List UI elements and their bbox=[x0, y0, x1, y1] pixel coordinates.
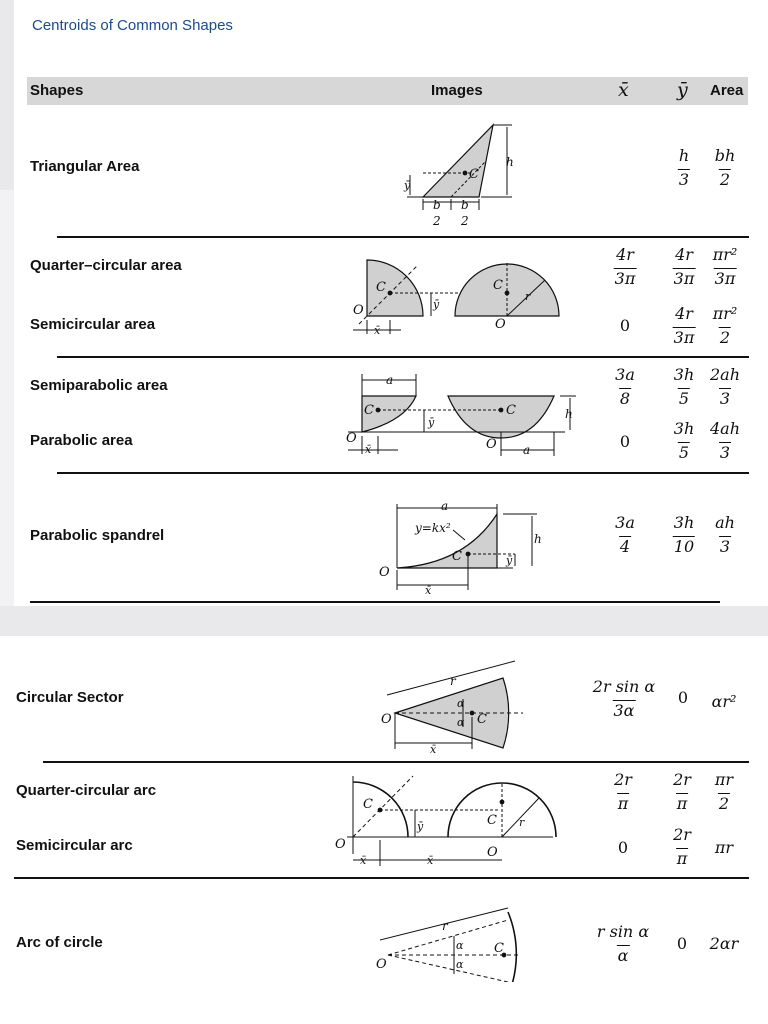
semi-centroid-label: C bbox=[493, 278, 503, 293]
spandrel-origin-label: O bbox=[379, 565, 390, 580]
circular-area-diagram bbox=[345, 248, 575, 340]
semiparabolic-xbar bbox=[614, 365, 636, 409]
spandrel-xbar-label: x̄ bbox=[425, 584, 432, 596]
triangular-area-num: bh bbox=[714, 146, 736, 165]
semiparabolic-ybar-den: 5 bbox=[678, 389, 690, 408]
sector-centroid-label: C bbox=[477, 712, 487, 727]
quarter-arc-ybar-num: 2r bbox=[673, 770, 691, 789]
sector-radius-label: r bbox=[450, 674, 456, 688]
sector-area: αr² bbox=[711, 692, 737, 711]
semiparabola-centroid-label: C bbox=[364, 403, 374, 418]
circular-ybar-label: ȳ bbox=[433, 298, 440, 311]
triangle-two-label-1: 2 bbox=[433, 214, 441, 228]
semicircular-ybar-den: 3π bbox=[673, 328, 695, 347]
quarter-circular-ybar bbox=[673, 245, 696, 289]
spandrel-ybar-den: 10 bbox=[673, 537, 695, 556]
row-label-semiparabolic: Semiparabolic area bbox=[30, 377, 168, 394]
triangular-area-den: 2 bbox=[719, 170, 731, 189]
quarter-circular-area bbox=[712, 245, 739, 289]
quarter-arc-centroid-label: C bbox=[363, 797, 373, 812]
arc-xbar-den: α bbox=[617, 946, 629, 965]
parabola-height-label: h bbox=[565, 407, 573, 421]
parabolic-area-den: 3 bbox=[719, 443, 731, 462]
semiparabola-width-label: a bbox=[386, 373, 394, 387]
spandrel-ybar bbox=[673, 513, 695, 557]
triangle-b-label-2: b bbox=[461, 198, 469, 212]
semicircular-area-num: πr² bbox=[712, 304, 738, 323]
semicircular-ybar-num: 4r bbox=[675, 304, 693, 323]
semiparabolic-xbar-den: 8 bbox=[619, 389, 631, 408]
quarter-arc-origin-label: O bbox=[335, 837, 346, 852]
triangle-height-label: h bbox=[506, 155, 514, 169]
row-label-triangular: Triangular Area bbox=[30, 158, 140, 175]
semi-arc-xbar-label: x̄ bbox=[427, 854, 434, 867]
semi-arc-ybar-num: 2r bbox=[673, 825, 691, 844]
semiparabolic-ybar-num: 3h bbox=[673, 365, 695, 384]
triangular-ybar-den: 3 bbox=[678, 170, 690, 189]
semi-radius-label: r bbox=[525, 290, 531, 303]
triangular-area-diagram bbox=[395, 118, 525, 230]
semi-arc-origin-label: O bbox=[487, 845, 498, 860]
row-label-semicircular: Semicircular area bbox=[30, 316, 156, 333]
row-label-quarter-circular-arc: Quarter-circular arc bbox=[16, 782, 157, 799]
row-label-circular-sector: Circular Sector bbox=[16, 689, 124, 706]
parabola-a-label: a bbox=[523, 443, 531, 457]
table-header bbox=[27, 77, 748, 105]
semiparabolic-xbar-num: 3a bbox=[615, 365, 635, 384]
triangular-ybar bbox=[678, 146, 690, 190]
triangle-two-label-2: 2 bbox=[461, 214, 469, 228]
spandrel-width-label: a bbox=[441, 499, 449, 513]
quarter-centroid-label: C bbox=[376, 280, 386, 295]
spandrel-area-num: ah bbox=[715, 513, 735, 532]
parabolic-area bbox=[709, 419, 741, 463]
semi-arc-radius-label: r bbox=[519, 816, 525, 829]
row-divider bbox=[30, 601, 720, 603]
quarter-circular-ybar-num: 4r bbox=[675, 245, 693, 264]
quarter-arc-xbar-den: π bbox=[617, 794, 629, 813]
sector-origin-label: O bbox=[381, 712, 392, 727]
parabolic-area-num: 4ah bbox=[709, 419, 741, 438]
left-margin-strip bbox=[0, 190, 14, 606]
triangle-b-label-1: b bbox=[433, 198, 441, 212]
semi-arc-ybar-den: π bbox=[676, 849, 688, 868]
quarter-circular-xbar-den: 3π bbox=[614, 269, 636, 288]
sector-alpha-label-2: α bbox=[457, 716, 465, 729]
arc-xbar-num: r sin α bbox=[596, 922, 650, 941]
header-xbar: x̄ bbox=[618, 79, 629, 101]
arc-ybar: 0 bbox=[676, 934, 688, 953]
header-shapes: Shapes bbox=[30, 82, 84, 99]
parabolic-ybar-num: 3h bbox=[673, 419, 695, 438]
parabola-centroid-label: C bbox=[506, 403, 516, 418]
spandrel-xbar bbox=[614, 513, 636, 557]
sector-xbar bbox=[592, 677, 656, 721]
header-images: Images bbox=[431, 82, 483, 99]
arc-ybar-label: ȳ bbox=[417, 820, 424, 833]
quarter-circular-xbar bbox=[614, 245, 637, 289]
triangular-area bbox=[714, 146, 737, 190]
semicircular-area-den: 2 bbox=[719, 328, 731, 347]
row-label-parabolic: Parabolic area bbox=[30, 432, 133, 449]
quarter-xbar-label: x̄ bbox=[374, 324, 381, 337]
row-label-semicircular-arc: Semicircular arc bbox=[16, 837, 133, 854]
page-title: Centroids of Common Shapes bbox=[32, 17, 233, 34]
semiparabola-origin-label: O bbox=[346, 431, 357, 446]
quarter-circular-ybar-den: 3π bbox=[673, 269, 695, 288]
parabolic-ybar-den: 5 bbox=[678, 443, 690, 462]
row-label-parabolic-spandrel: Parabolic spandrel bbox=[30, 527, 165, 544]
arc-origin-label: O bbox=[376, 957, 387, 972]
triangle-ybar-label: ȳ bbox=[404, 179, 411, 192]
semicircular-area bbox=[712, 304, 739, 348]
arc-alpha-label-2: α bbox=[456, 958, 464, 971]
sector-alpha-label-1: α bbox=[457, 697, 465, 710]
semi-arc-centroid-label: C bbox=[487, 813, 497, 828]
spandrel-xbar-den: 4 bbox=[619, 537, 631, 556]
sector-xbar-label: x̄ bbox=[430, 743, 437, 753]
row-divider bbox=[43, 761, 749, 763]
sector-ybar: 0 bbox=[677, 688, 689, 707]
semiparabolic-area bbox=[709, 365, 741, 409]
spandrel-xbar-num: 3a bbox=[615, 513, 635, 532]
semicircular-ybar bbox=[673, 304, 696, 348]
semicircular-xbar: 0 bbox=[619, 316, 631, 335]
arc-xbar bbox=[596, 922, 650, 966]
semi-origin-label: O bbox=[495, 317, 506, 332]
semiparabola-xbar-label: x̄ bbox=[365, 443, 372, 456]
parabolic-xbar: 0 bbox=[619, 432, 631, 451]
spandrel-area bbox=[714, 513, 736, 557]
quarter-circular-area-num: πr² bbox=[712, 245, 738, 264]
row-label-arc-of-circle: Arc of circle bbox=[16, 934, 103, 951]
semi-arc-xbar: 0 bbox=[617, 838, 629, 857]
spandrel-ybar-num: 3h bbox=[673, 513, 695, 532]
sector-xbar-num: 2r sin α bbox=[592, 677, 656, 696]
quarter-arc-ybar bbox=[672, 770, 692, 814]
row-divider bbox=[57, 356, 749, 358]
arc-centroid-label: C bbox=[494, 941, 504, 956]
row-divider bbox=[57, 236, 749, 238]
semiparabolic-area-num: 2ah bbox=[709, 365, 741, 384]
arc-radius-label: r bbox=[442, 919, 448, 933]
parabolic-spandrel-diagram bbox=[375, 498, 550, 596]
spandrel-ybar-label: ȳ bbox=[506, 554, 513, 567]
quarter-arc-xbar-label: x̄ bbox=[360, 854, 367, 867]
semiparabolic-area-den: 3 bbox=[719, 389, 731, 408]
quarter-arc-xbar bbox=[613, 770, 633, 814]
semi-arc-ybar bbox=[672, 825, 692, 869]
quarter-circular-xbar-num: 4r bbox=[616, 245, 634, 264]
semi-arc-length: πr bbox=[714, 838, 734, 857]
header-ybar: ȳ bbox=[677, 79, 688, 101]
row-label-quarter-circular: Quarter–circular area bbox=[30, 257, 182, 274]
spandrel-area-den: 3 bbox=[719, 537, 731, 556]
parabola-origin-label: O bbox=[486, 437, 497, 452]
triangle-centroid-label: C bbox=[469, 167, 479, 182]
parabolic-area-diagram bbox=[340, 366, 580, 462]
circular-sector-diagram bbox=[375, 655, 550, 753]
quarter-arc-length-num: πr bbox=[714, 770, 734, 789]
row-divider bbox=[57, 472, 749, 474]
quarter-arc-ybar-den: π bbox=[676, 794, 688, 813]
arc-length: 2αr bbox=[709, 934, 739, 953]
quarter-origin-label: O bbox=[353, 303, 364, 318]
arc-of-circle-diagram bbox=[372, 900, 530, 982]
parabola-ybar-label: ȳ bbox=[428, 416, 435, 429]
quarter-arc-xbar-num: 2r bbox=[614, 770, 632, 789]
spandrel-centroid-label: C bbox=[452, 549, 462, 564]
sector-xbar-den: 3α bbox=[613, 701, 635, 720]
header-area: Area bbox=[710, 82, 744, 99]
row-divider bbox=[14, 877, 749, 879]
triangular-ybar-num: h bbox=[678, 146, 690, 165]
semiparabolic-ybar bbox=[673, 365, 695, 409]
spandrel-height-label: h bbox=[534, 532, 542, 546]
quarter-arc-length-den: 2 bbox=[718, 794, 730, 813]
arc-alpha-label-1: α bbox=[456, 939, 464, 952]
quarter-arc-length bbox=[714, 770, 734, 814]
quarter-circular-area-den: 3π bbox=[714, 269, 736, 288]
parabolic-ybar bbox=[673, 419, 695, 463]
circular-arc-diagram bbox=[333, 768, 565, 872]
spandrel-curve-label: y=kx² bbox=[415, 521, 451, 535]
